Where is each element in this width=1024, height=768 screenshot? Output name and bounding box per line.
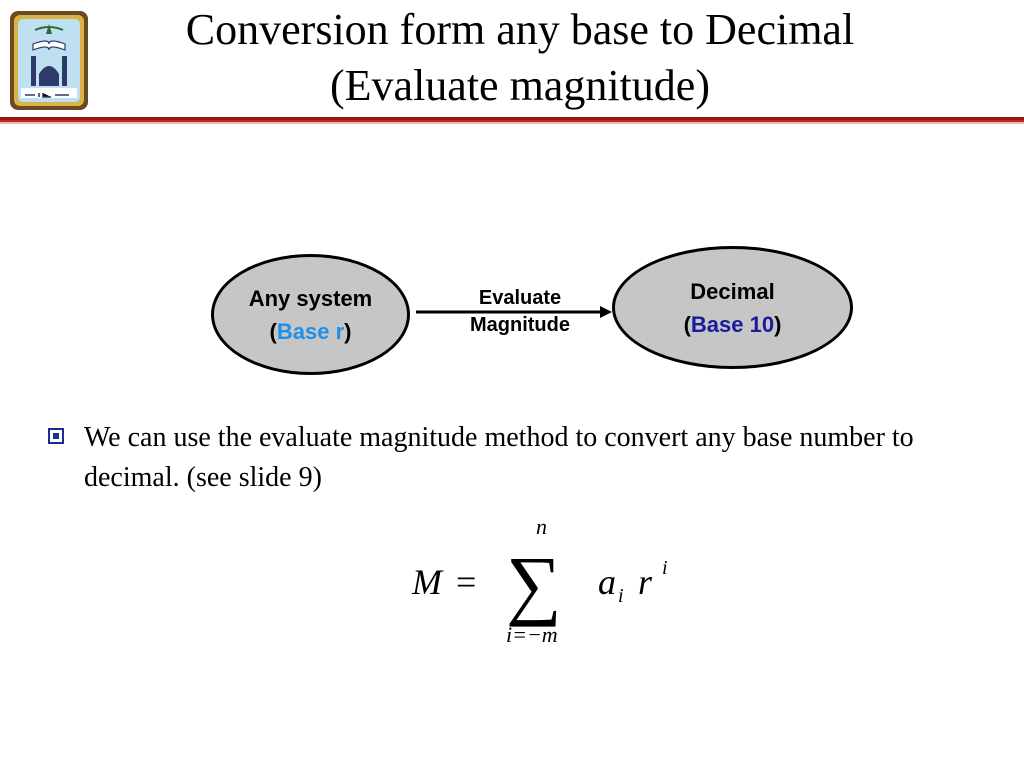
target-node-base-line: [684, 308, 782, 341]
formula-term-a: a: [598, 562, 616, 602]
source-node-base-line: [270, 315, 352, 348]
magnitude-formula: [410, 518, 690, 648]
edge-label: [440, 285, 600, 339]
formula-term-r-sup: i: [662, 557, 668, 579]
formula-equals: =: [456, 562, 477, 602]
source-close-paren: ): [344, 318, 352, 344]
title-rule-shadow: [0, 122, 1024, 124]
source-node-label: Any system: [248, 285, 373, 311]
edge-label-line-1: Evaluate: [478, 287, 562, 309]
bullet-text: We can use the evaluate magnitude method to convert any base number to decimal. (see slide 9): [84, 422, 914, 493]
formula-sum-sign: ∑: [506, 540, 562, 627]
university-emblem-icon: [9, 10, 89, 111]
formula-term-a-sub: i: [618, 585, 624, 607]
source-base: Base r: [276, 318, 345, 344]
formula-sum-upper: n: [536, 518, 547, 539]
square-bullet-icon: [48, 428, 64, 444]
source-open-paren: (: [269, 318, 277, 344]
formula-term-r: r: [638, 562, 653, 602]
title-line-1: Conversion form any base to Decimal: [185, 5, 855, 54]
target-close-paren: ): [774, 311, 782, 337]
university-logo: [9, 10, 89, 111]
target-node-label: Decimal: [690, 278, 775, 304]
target-open-paren: (: [683, 311, 691, 337]
formula-lhs: M: [412, 562, 442, 602]
source-node: [211, 254, 410, 375]
formula-sum-lower: i=−m: [506, 622, 558, 647]
slide-title: [80, 2, 960, 114]
target-node: [612, 246, 853, 369]
edge-label-line-2: Magnitude: [470, 314, 570, 336]
title-line-2: (Evaluate magnitude): [330, 61, 710, 110]
target-base: Base 10: [690, 311, 775, 337]
